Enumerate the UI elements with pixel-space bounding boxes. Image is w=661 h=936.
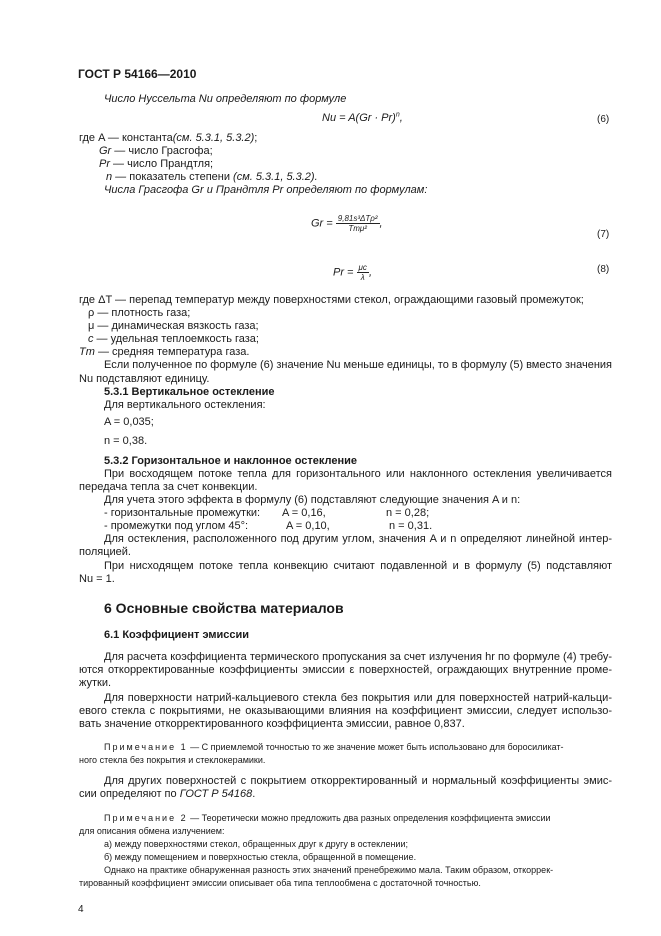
paragraph-line: Для расчета коэффициента термического пропускания за счет излучения hr по формуле (4) требу- xyxy=(104,651,612,663)
formula-number: (7) xyxy=(597,229,610,240)
note-line: тированный коэффициент эмиссии описывает оба типа теплообмена с достаточной точностью. xyxy=(79,878,481,888)
note-2: Примечание 2 — Теоретически можно предложить два разных определения коэффициента эмиссии xyxy=(104,813,551,823)
paragraph-line: Для других поверхностей с покрытием откорректированный и нормальный коэффициенты эмис- xyxy=(104,775,612,787)
table-row: - горизонтальные промежутки: xyxy=(104,507,261,519)
paragraph-line: Если полученное по формуле (6) значение Nu меньше единицы, то в формулу (5) вместо значения xyxy=(104,359,612,371)
paragraph: Число Нуссельта Nu определяют по формуле xyxy=(104,93,347,105)
value-line: A = 0,035; xyxy=(104,416,154,428)
definition: Gr — число Грасгофа; xyxy=(99,145,213,157)
value-n: n = 0,28; xyxy=(386,507,430,519)
chapter-heading: 6 Основные свойства материалов xyxy=(104,600,344,616)
paragraph-line: сии определяют по ГОСТ Р 54168. xyxy=(79,788,256,800)
section-heading: 6.1 Коэффициент эмиссии xyxy=(104,629,250,641)
gost-reference: ГОСТ Р 54168 xyxy=(179,788,253,800)
note-line: ного стекла без покрытия и стеклокерамики. xyxy=(79,755,266,765)
definition: ρ — плотность газа; xyxy=(88,307,191,319)
document-header: ГОСТ Р 54166—2010 xyxy=(78,67,197,81)
paragraph-line: передача тепла за счет конвекции. xyxy=(79,481,258,493)
formula-7: Gr = $\frac{\text{9,81s³ΔTρ²}}{\text{Tmμ²}}$ , xyxy=(311,214,383,233)
section-heading: 5.3.1 Вертикальное остекление xyxy=(104,386,275,398)
paragraph-line: Nu подставляют единицу. xyxy=(79,373,210,385)
definition: μ — динамическая вязкость газа; xyxy=(88,320,259,332)
paragraph-line: Для учета этого эффекта в формулу (6) подставляют следующие значения A и n: xyxy=(104,494,521,506)
note-line: для описания обмена излучением: xyxy=(79,826,225,836)
note-line: б) между помещением и поверхностью стекла, обращенной в помещение. xyxy=(104,852,417,862)
paragraph-line: евого стекла с покрытиями, не оказывающими влияния на коэффициент эмиссии, следует использо- xyxy=(79,705,612,717)
note-line: а) между поверхностями стекол, обращенных друг к другу в остеклении; xyxy=(104,839,408,849)
value-a: A = 0,16, xyxy=(282,507,326,519)
formula-number: (6) xyxy=(597,114,610,125)
value-a: A = 0,10, xyxy=(286,520,330,532)
formula-number: (8) xyxy=(597,264,610,275)
paragraph-line: При нисходящем потоке тепла конвекцию считают подавленной и в формулу (5) подставляют xyxy=(104,560,612,572)
value-n: n = 0,31. xyxy=(389,520,433,532)
paragraph: Числа Грасгофа Gr и Прандтля Pr определяют по формулам: xyxy=(104,184,428,196)
definition: где A — константа(см. 5.3.1, 5.3.2); xyxy=(79,132,258,144)
section-heading: 5.3.2 Горизонтальное и наклонное остекление xyxy=(104,455,358,467)
definition: n — показатель степени (см. 5.3.1, 5.3.2). xyxy=(106,171,318,183)
definition: c — удельная теплоемкость газа; xyxy=(88,333,259,345)
value-line: n = 0,38. xyxy=(104,435,148,447)
formula-8: Pr = $\frac{\mu c}{\lambda}$ , xyxy=(333,263,372,282)
definition: Tm — средняя температура газа. xyxy=(79,346,250,358)
paragraph-line: Для вертикального остекления: xyxy=(104,399,266,411)
paragraph-line: жутки. xyxy=(79,677,112,689)
note-line: Однако на практике обнаруженная разность этих значений пренебрежимо мала. Таким образом, откоррек- xyxy=(104,865,554,875)
note-1: Примечание 1 — С приемлемой точностью то же значение может быть использовано для боросиликат- xyxy=(104,742,564,752)
definition: где ΔT — перепад температур между поверхностями стекол, ограждающими газовый промежуток; xyxy=(79,294,584,306)
table-row: - промежутки под углом 45°: xyxy=(104,520,249,532)
paragraph-line: Для поверхности натрий-кальциевого стекла без покрытия или для поверхностей натрий-кальци- xyxy=(104,692,612,704)
paragraph-line: вать значение откорректированного коэффициента эмиссии, равное 0,837. xyxy=(79,718,465,730)
paragraph-line: Для остекления, расположенного под другим углом, значения A и n определяют линейной интер- xyxy=(104,533,612,545)
paragraph-line: поляцией. xyxy=(79,546,131,558)
paragraph-line: Nu = 1. xyxy=(79,573,115,585)
formula-6: $Nu = A(Gr \cdot Pr)^n$, xyxy=(322,111,403,124)
page-number: 4 xyxy=(78,904,84,915)
paragraph-line: ются откорректированные коэффициенты эмиссии ε поверхностей, ограждающих внутренние проме- xyxy=(79,664,612,676)
paragraph-line: При восходящем потоке тепла для горизонтального или наклонного остекления увеличивается xyxy=(104,468,612,480)
definition: Pr — число Прандтля; xyxy=(99,158,214,170)
